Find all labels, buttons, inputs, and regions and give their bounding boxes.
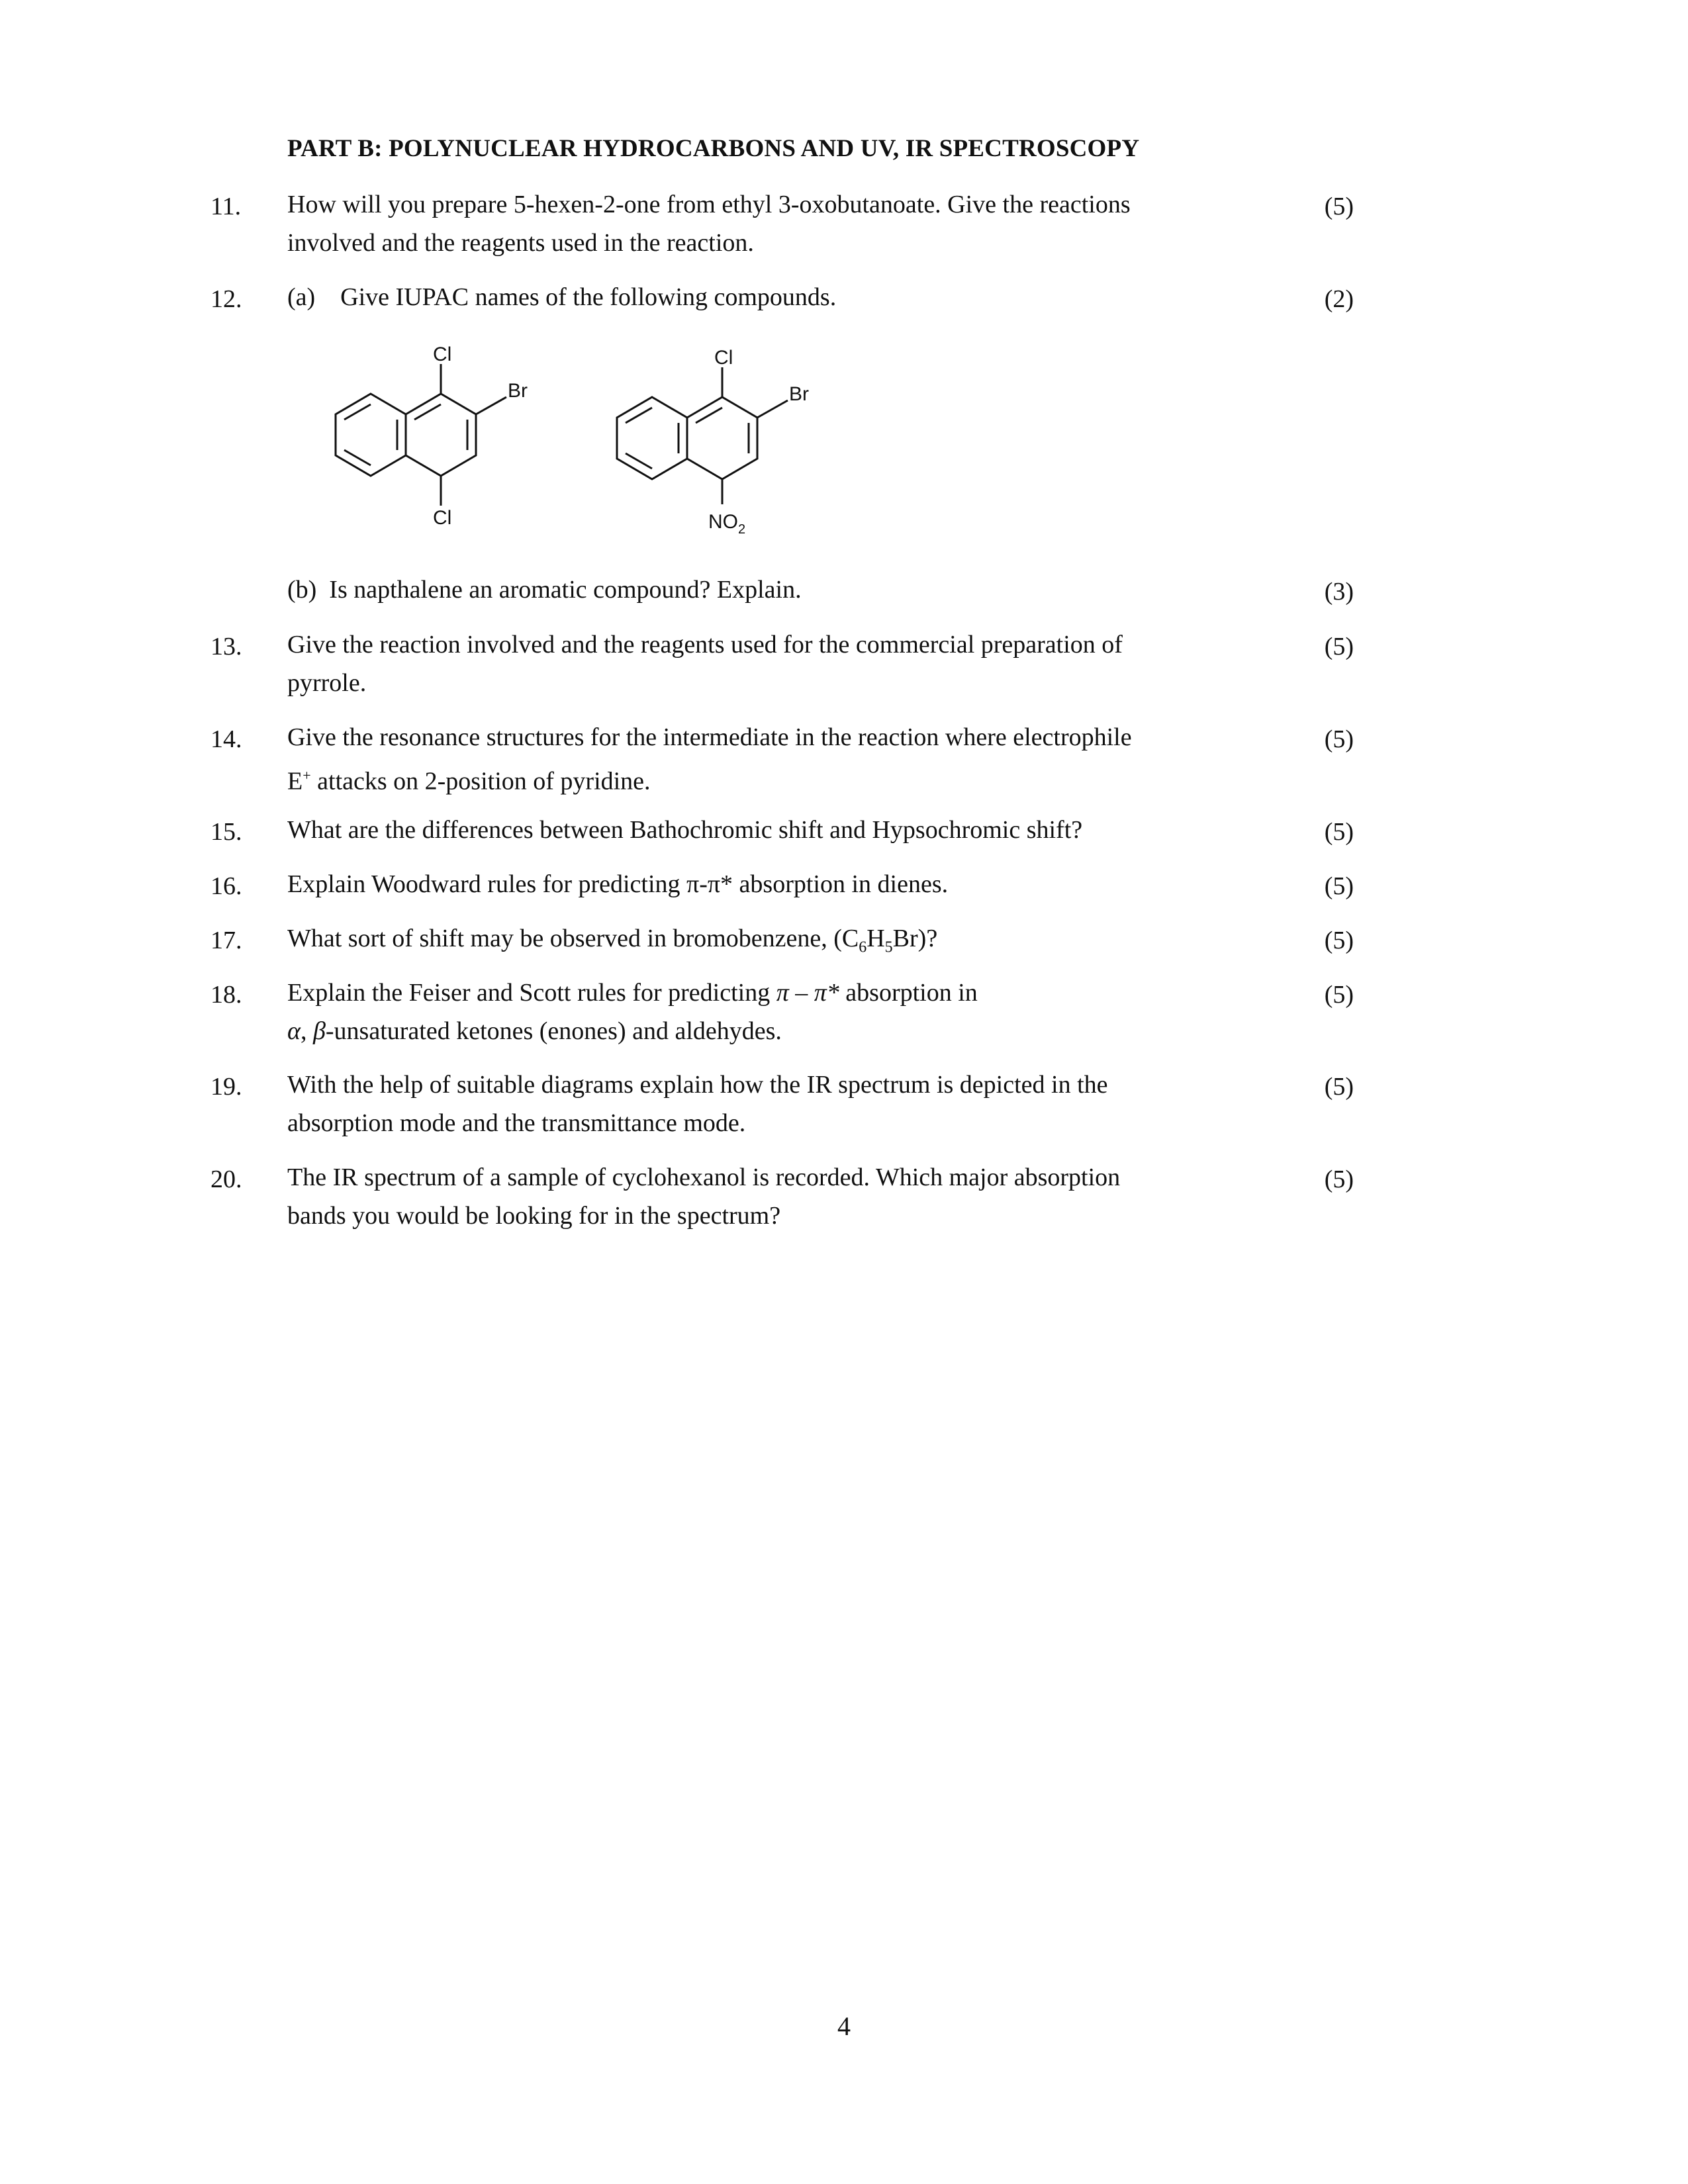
question-number: 12. [211,285,242,313]
question-line: involved and the reagents used in the reaction. [287,229,754,257]
question-marks: (5) [1324,1073,1354,1101]
question-number: 15. [211,818,242,846]
question-line: bands you would be looking for in the spectrum? [287,1202,781,1230]
question-text [287,625,1260,702]
question-line [287,974,1260,1012]
compound-1-right-substituent: Br [508,380,528,402]
question-line-part: absorption in [845,979,978,1007]
formula-element: Br [892,925,918,952]
formula-close: )? [917,925,938,952]
question-marks: (5) [1324,725,1354,753]
question-marks: (5) [1324,818,1354,846]
electrophile-charge: + [303,767,311,784]
question-line: What are the differences between Bathochromic shift and Hypsochromic shift? [287,816,1083,844]
compound-1-structure [336,364,506,506]
question-marks: (5) [1324,193,1354,220]
formula-subscript: 5 [884,938,893,956]
question-line-part: Explain the Feiser and Scott rules for predicting [287,979,771,1007]
question-text [287,1158,1260,1235]
pi-symbol: π [776,979,789,1007]
question-marks: (5) [1324,633,1354,660]
compound-1-top-substituent: Cl [433,343,452,365]
compound-2-top-substituent: Cl [714,347,733,369]
formula-element: H [867,925,885,952]
question-number: 18. [211,981,242,1009]
question-line: (a) Give IUPAC names of the following compounds. [287,283,837,311]
question-text [287,865,1260,903]
compound-2-structure [617,367,788,504]
question-line: With the help of suitable diagrams explain how the IR spectrum is depicted in the [287,1071,1108,1099]
question-line-part: -unsaturated ketones (enones) and aldehydes. [325,1017,782,1045]
question-marks: (5) [1324,927,1354,954]
page-number: 4 [837,2011,851,2041]
question-text [287,185,1260,262]
question-marks: (5) [1324,1165,1354,1193]
compound-2-bottom-subscript: 2 [738,522,746,537]
question-line [287,919,1260,967]
question-line: Give the reaction involved and the reagents used for the commercial preparation of [287,631,1123,659]
question-line-part: attacks on 2-position of pyridine. [317,767,651,796]
question-text [287,974,1260,1050]
question-text [287,718,1260,801]
question-text [287,811,1260,849]
minus-symbol: – [795,979,808,1007]
question-number: 20. [211,1165,242,1193]
question-line: (b) Is napthalene an aromatic compound? Explain. [287,576,802,604]
question-text [287,1066,1260,1142]
question-number: 13. [211,633,242,660]
question-text [287,919,1260,967]
question-marks: (5) [1324,981,1354,1009]
question-line: How will you prepare 5-hexen-2-one from ethyl 3-oxobutanoate. Give the reactions [287,191,1131,218]
question-text [287,278,1260,316]
pi-star-symbol: π* [814,979,839,1007]
question-line: pyrrole. [287,669,367,697]
question-line [287,1012,1260,1050]
formula-element: C [841,925,859,952]
question-number: 17. [211,927,242,954]
question-marks: (3) [1324,578,1354,606]
question-line: The IR spectrum of a sample of cyclohexanol is recorded. Which major absorption [287,1163,1121,1191]
question-line [287,756,1260,801]
question-marks: (5) [1324,872,1354,900]
question-number: 11. [211,193,242,220]
question-number: 16. [211,872,242,900]
electrophile-symbol: E [287,767,303,796]
question-number: 14. [211,725,242,753]
question-text [287,570,1260,609]
question-line: Explain Woodward rules for predicting π-π* absorption in dienes. [287,870,949,898]
naphthalene-structures-figure [318,331,914,563]
comma: , [300,1017,307,1045]
compound-2-right-substituent: Br [789,383,809,405]
beta-symbol: β [312,1017,326,1045]
formula-subscript: 6 [859,938,867,956]
compound-1-bottom-substituent: Cl [433,507,452,529]
question-number: 19. [211,1073,242,1101]
question-marks: (2) [1324,285,1354,313]
question-line-part: What sort of shift may be observed in bromobenzene, ( [287,925,842,952]
question-line: absorption mode and the transmittance mode. [287,1109,746,1137]
question-line: Give the resonance structures for the intermediate in the reaction where electrophile [287,723,1132,751]
compound-2-bottom-substituent: NO [708,511,738,533]
section-heading: PART B: POLYNUCLEAR HYDROCARBONS AND UV, IR SPECTROSCOPY [287,135,1140,162]
alpha-symbol: α [287,1017,301,1045]
